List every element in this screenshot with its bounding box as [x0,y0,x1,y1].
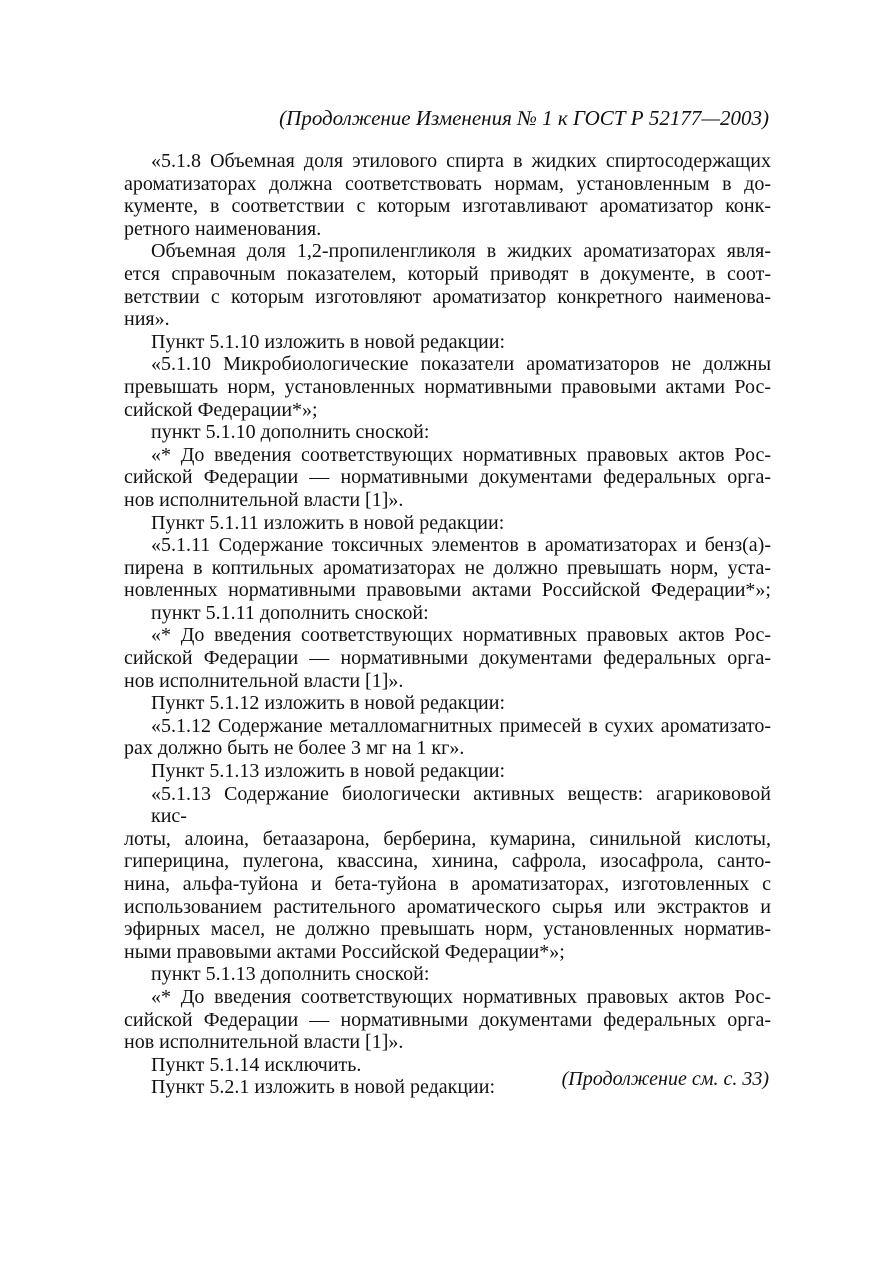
text-line: ретного наименования. [124,217,322,240]
text-line: «5.1.10 Микробиологические показатели ароматизаторов не должны [151,353,771,376]
text-line: ветствии с которым изготовляют ароматизатор конкретного наименова- [124,285,771,308]
text-line: превышать норм, установленных нормативными правовыми актами Рос- [124,375,771,398]
text-line: лоты, алоина, бетаазарона, берберина, кумарина, синильной кислоты, [124,827,771,850]
text-line: пирена в коптильных ароматизаторах не должно превышать норм, уста- [124,556,771,579]
page-footer: (Продолжение см. с. 33) [561,1068,769,1090]
text-line: ется справочным показателем, который приводят в документе, в соот- [124,262,771,285]
text-line: «5.1.8 Объемная доля этилового спирта в жидких спиртосодержащих [151,150,771,172]
text-line: нина, альфа-туйона и бета-туйона в ароматизаторах, изготовленных с [124,873,771,895]
text-line: ными правовыми актами Российской Федерации*»; [124,940,565,963]
text-line: «5.1.12 Содержание металломагнитных примесей в сухих ароматизато- [151,714,771,737]
text-line: рах должно быть не более 3 мг на 1 кг». [124,737,465,760]
text-line: пункт 5.1.13 дополнить сноской: [151,963,430,986]
body-text [124,150,771,1099]
text-line: пункт 5.1.10 дополнить сноской: [151,421,430,444]
text-line: сийской Федерации — нормативными документами федеральных орга- [124,647,771,670]
text-line: «* До введения соответствующих нормативных правовых актов Рос- [151,985,771,1008]
text-line: Пункт 5.2.1 изложить в новой редакции: [151,1076,496,1099]
text-line: Пункт 5.1.12 изложить в новой редакции: [151,692,506,715]
text-line: гиперицина, пулегона, квассина, хинина, сафрола, изосафрола, санто- [124,850,771,873]
text-line: эфирных масел, не должно превышать норм, установленных норматив- [124,918,771,941]
text-line: сийской Федерации — нормативными документами федеральных орга- [124,466,771,489]
text-line: Объемная доля 1,2-пропиленгликоля в жидких ароматизаторах явля- [151,240,771,263]
text-line: новленных нормативными правовыми актами Российской Федерации*»; [124,579,771,602]
text-line: Пункт 5.1.10 изложить в новой редакции: [151,330,506,353]
text-line: «5.1.13 Содержание биологически активных веществ: агарикововой кис- [151,782,771,828]
text-line: ароматизаторах должна соответствовать нормам, установленным в до- [124,172,771,195]
text-line: нов исполнительной власти [1]». [124,1031,404,1054]
text-line: использованием растительного ароматического сырья или экстрактов и [124,895,771,918]
text-line: сийской Федерации — нормативными документами федеральных орга- [124,1008,771,1031]
text-line: нов исполнительной власти [1]». [124,669,404,692]
text-line: «5.1.11 Содержание токсичных элементов в ароматизаторах и бенз(а)- [151,534,771,557]
text-line: «* До введения соответствующих нормативных правовых актов Рос- [151,443,771,466]
text-line: пункт 5.1.11 дополнить сноской: [151,601,429,624]
text-line: Пункт 5.1.13 изложить в новой редакции: [151,760,506,783]
text-line: нов исполнительной власти [1]». [124,488,404,511]
text-line: кументе, в соответствии с которым изготавливают ароматизатор конк- [124,195,771,218]
text-line: ния». [124,308,170,331]
text-line: Пункт 5.1.14 исключить. [151,1053,362,1076]
text-line: Пункт 5.1.11 изложить в новой редакции: [151,511,505,534]
page-header: (Продолжение Изменения № 1 к ГОСТ Р 52177—2003) [279,106,769,130]
text-line: сийской Федерации*»; [124,398,318,421]
text-line: «* До введения соответствующих нормативных правовых актов Рос- [151,624,771,647]
